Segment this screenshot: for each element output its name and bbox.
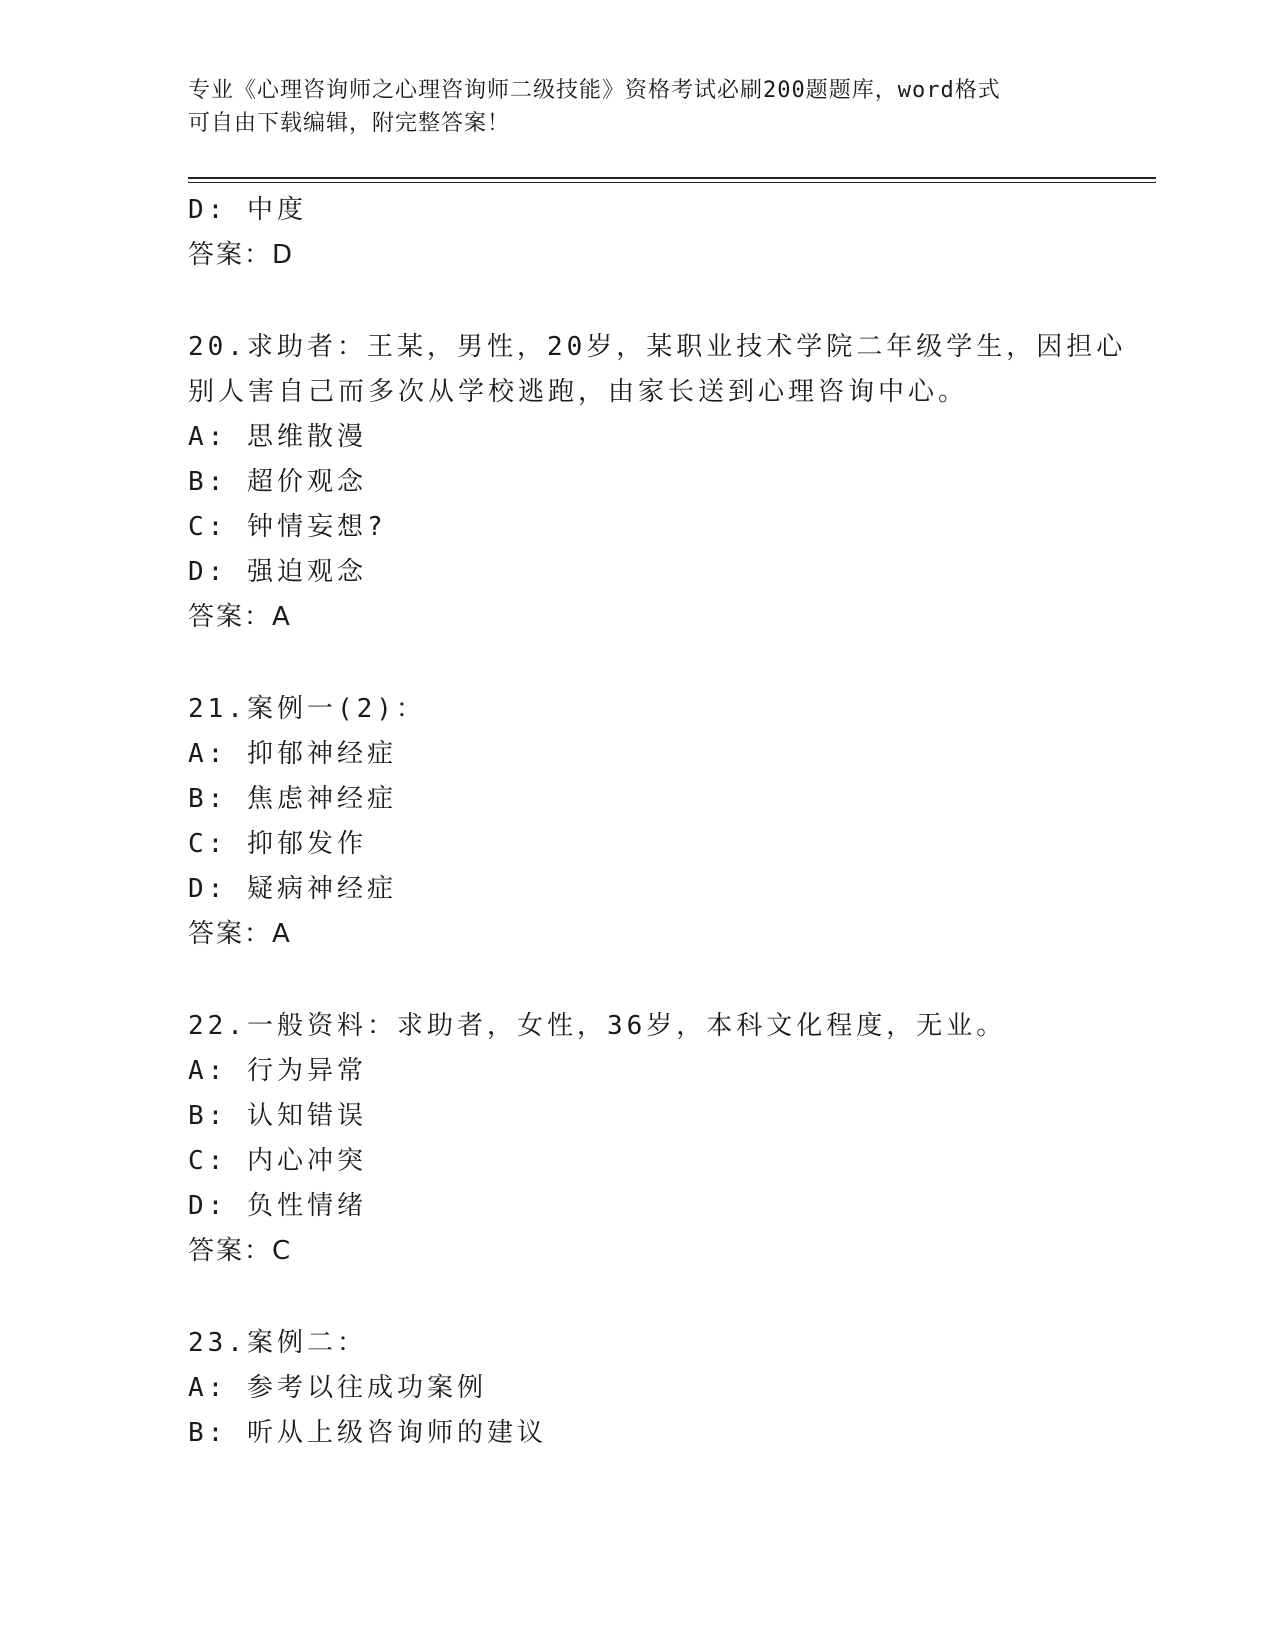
q22-option-b: B: 认知错误 bbox=[188, 1101, 367, 1131]
q21-option-d: D: 疑病神经症 bbox=[188, 874, 397, 904]
header-divider-thick bbox=[188, 177, 1156, 179]
question-gap bbox=[188, 640, 1148, 687]
q23-option-b: B: 听从上级咨询师的建议 bbox=[188, 1418, 547, 1448]
q22-stem-line-1: 22.一般资料：求助者，女性，36岁，本科文化程度，无业。 bbox=[188, 1011, 1007, 1041]
q20-option-a: A: 思维散漫 bbox=[188, 422, 367, 452]
q20-answer: 答案：A bbox=[188, 602, 292, 632]
q21-stem-line-1: 21.案例一(2)： bbox=[188, 694, 426, 724]
q20-stem-line-2: 别人害自己而多次从学校逃跑，由家长送到心理咨询中心。 bbox=[188, 377, 969, 407]
document-header bbox=[188, 74, 1088, 140]
q20-option-c: C: 钟情妄想? bbox=[188, 512, 387, 542]
q22-answer: 答案：C bbox=[188, 1236, 293, 1266]
q22-option-a: A: 行为异常 bbox=[188, 1056, 367, 1086]
q21-answer: 答案：A bbox=[188, 919, 292, 949]
q22-option-c: C: 内心冲突 bbox=[188, 1146, 367, 1176]
question-list bbox=[188, 188, 1148, 1456]
q20-stem-line-1: 20.求助者：王某，男性，20岁，某职业技术学院二年级学生，因担心 bbox=[188, 332, 1127, 362]
question-gap bbox=[188, 1274, 1148, 1321]
question-gap bbox=[188, 278, 1148, 325]
q23-option-a: A: 参考以往成功案例 bbox=[188, 1373, 487, 1403]
q20-option-b: B: 超价观念 bbox=[188, 467, 367, 497]
q23-stem-line-1: 23.案例二： bbox=[188, 1328, 367, 1358]
q19-answer: 答案：D bbox=[188, 240, 295, 270]
q21-option-a: A: 抑郁神经症 bbox=[188, 739, 397, 769]
q21-option-c: C: 抑郁发作 bbox=[188, 829, 367, 859]
q20-option-d: D: 强迫观念 bbox=[188, 557, 367, 587]
header-line-1: 专业《心理咨询师之心理咨询师二级技能》资格考试必刷200题题库，word格式 bbox=[188, 78, 1001, 103]
q21-option-b: B: 焦虑神经症 bbox=[188, 784, 397, 814]
question-gap bbox=[188, 957, 1148, 1004]
header-divider-thin bbox=[188, 182, 1156, 183]
header-line-2: 可自由下载编辑，附完整答案！ bbox=[188, 111, 511, 136]
q22-option-d: D: 负性情绪 bbox=[188, 1191, 367, 1221]
q19-option-d: D: 中度 bbox=[188, 195, 307, 225]
